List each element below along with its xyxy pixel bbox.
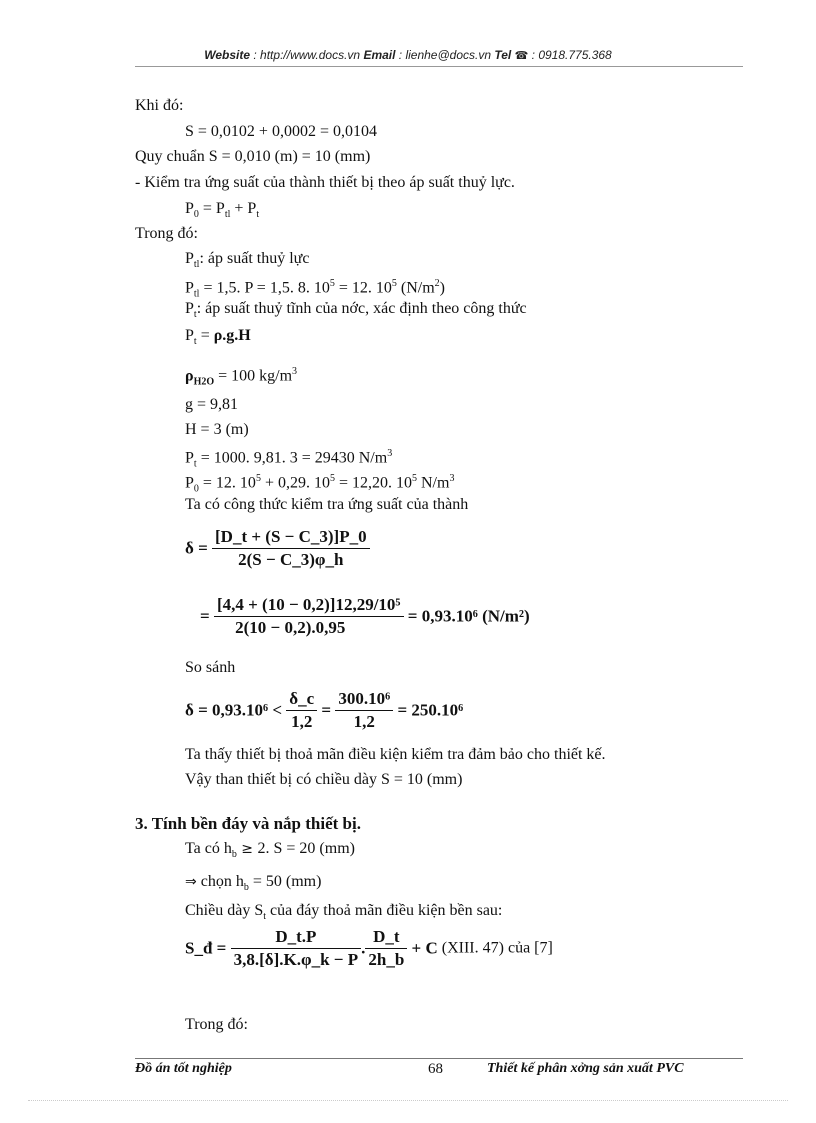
text-line: Ta có công thức kiểm tra ứng suất của thành: [185, 496, 469, 513]
equation-bottom-thickness: S_đ = $\frac{D\_t.P}{3,8.[\delta].K.\varphi\_k - P}$ . $\frac{D\_t}{2h\_b}$ + C (XIII. 47) của [7]: [185, 927, 553, 969]
text-line: $P_{tl} = 1,5$. P = 1,5. 8. $10^5 = 12$. $10^5$ $(N/m^2)$: [185, 278, 445, 300]
text-line: $P_{tl}$: áp suất thuỷ lực: [185, 250, 310, 271]
text-line: H = 3 (m): [185, 421, 249, 438]
page-bottom-border: [28, 1100, 788, 1101]
phone-icon: ☎: [514, 49, 529, 62]
tel-label: Tel: [494, 48, 512, 62]
text-line: $P_t = 1000$. 9,81. 3 = 29430 $N/m^3$: [185, 448, 393, 470]
text-line: Trong đó:: [135, 225, 198, 242]
text-line: $P_0 = 12$. $10^5 + 0,29$. $10^5 = 12,20$. $10^5$ $N/m^3$: [185, 473, 455, 495]
section-heading: 3. Tính bền đáy và nắp thiết bị.: [135, 814, 361, 833]
text-line: Vậy than thiết bị có chiều dày S = 10 (mm): [185, 771, 463, 788]
equation-compare: δ = 0,93.10⁶ < $\frac{\delta\_c}{1,2}$ = $\frac{\text{300.10⁶}}{1,2}$ = 250.10⁶: [185, 689, 464, 731]
formula-line: $\rho_{H2O} = 100$ $kg/m^3$: [185, 366, 298, 388]
implies-arrow-icon: ⇒: [185, 874, 197, 890]
footer-left: Đồ án tốt nghiệp: [135, 1061, 232, 1076]
formula-line: $P_0 = P_{tl} + P_t$: [185, 200, 260, 221]
text-line: Quy chuẩn S = 0,010 (m) = 10 (mm): [135, 148, 371, 165]
equation-stress: δ = $\frac{[D\_t + (S - C\_3)]P\_0}{2(S - C\_3)\varphi\_h}$: [185, 526, 370, 571]
tel-value: : 0918.775.368: [528, 48, 612, 62]
text-line: Ta có $h_b \ge 2$. S = 20 (mm): [185, 840, 355, 861]
website-label: Website: [204, 48, 251, 62]
text-line: ⇒ chọn $h_b = 50$ (mm): [185, 873, 322, 894]
text-line: - Kiểm tra ứng suất của thành thiết bị theo áp suất thuỷ lực.: [135, 174, 515, 191]
footer-divider: [135, 1058, 743, 1059]
equation-stress-values: = $\frac{\text{[4,4 + (10 − 0,2)]12,29/10⁵}}{2(10 - 0,2).0,95}$ = 0,93.10⁶ (N/m²): [200, 595, 530, 637]
header-divider: [135, 66, 743, 67]
text-line: $P_t$: áp suất thuỷ tĩnh của nớc, xác định theo công thức: [185, 300, 527, 321]
text-line: Khi đó:: [135, 97, 184, 114]
website-value[interactable]: : http://www.docs.vn: [250, 48, 364, 62]
email-value[interactable]: : lienhe@docs.vn: [395, 48, 495, 62]
text-line: S = 0,0102 + 0,0002 = 0,0104: [185, 123, 377, 140]
email-label: Email: [363, 48, 396, 62]
text-line: Trong đó:: [185, 1016, 248, 1033]
text-line: Chiều dày $S_t$ của đáy thoả mãn điều kiện bền sau:: [185, 902, 503, 923]
text-line: So sánh: [185, 659, 236, 676]
page-header: [0, 48, 816, 62]
text-line: g = 9,81: [185, 396, 239, 413]
formula-line: $P_t = \rho.g.H$: [185, 327, 251, 348]
footer-right: Thiết kế phân xởng sản xuất PVC: [487, 1061, 684, 1076]
text-line: Ta thấy thiết bị thoả mãn điều kiện kiểm tra đảm bảo cho thiết kế.: [185, 746, 606, 763]
greater-equal-icon: ≥: [236, 841, 258, 857]
page-number: 68: [428, 1061, 443, 1077]
